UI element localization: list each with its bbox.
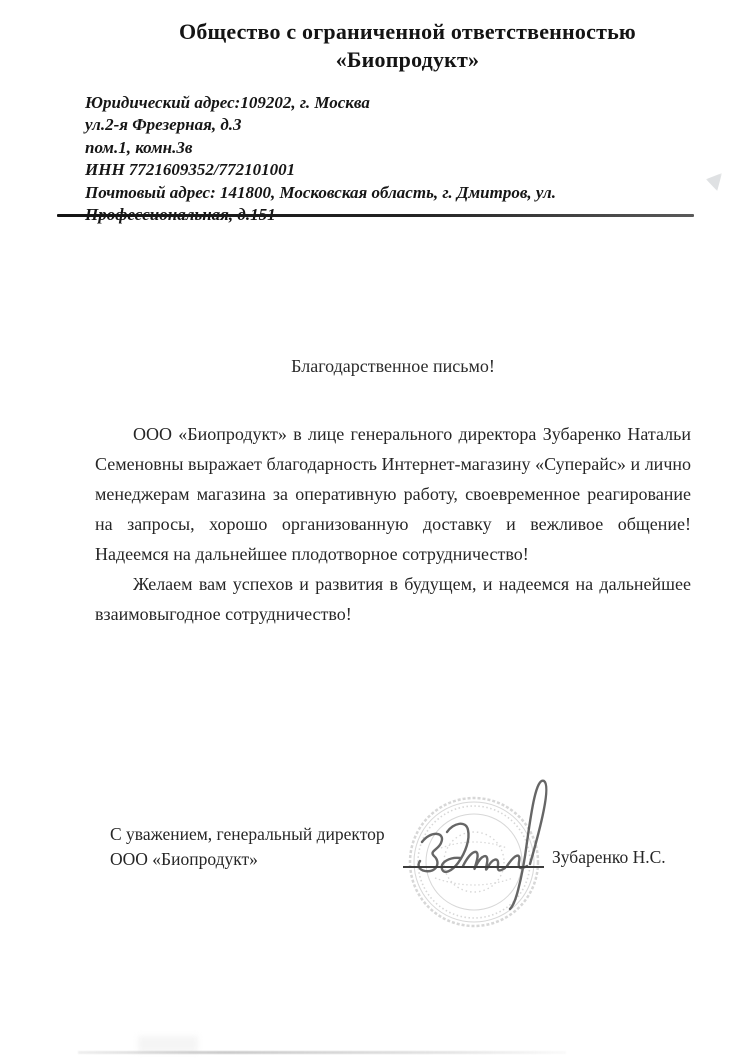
street-address-line: ул.2-я Фрезерная, д.3 [85, 115, 242, 135]
paragraph-line: Желаем вам успехов и развития в будущем, и надеемся на дальнейшее [133, 574, 691, 594]
signoff-block [110, 822, 430, 872]
premises-line: пом.1, комн.3в [85, 137, 193, 157]
letter-body [95, 419, 691, 629]
paragraph-line: взаимовыгодное сотрудничество! [95, 604, 352, 624]
signer-name: Зубаренко Н.С. [552, 847, 666, 867]
inn-line: ИНН 7721609352/772101001 [85, 160, 296, 180]
paragraph-line: Семеновны выражает благодарность Интернет-магазину «Суперайс» и лично [95, 454, 691, 474]
signoff-line2: ООО «Биопродукт» [110, 849, 258, 869]
scan-artifact-bottom-patch [138, 1036, 198, 1052]
signoff-line1: С уважением, генеральный директор [110, 824, 385, 844]
scan-artifact-bottom-smear [78, 1051, 566, 1054]
org-name-line1: Общество с ограниченной ответственностью [179, 19, 636, 44]
paragraph-line: ООО «Биопродукт» в лице генерального директора Зубаренко Натальи [133, 424, 691, 444]
org-name-line2: «Биопродукт» [335, 47, 480, 72]
letterhead-org-name [85, 18, 730, 74]
scan-artifact-right-smudge [706, 173, 722, 191]
letterhead-divider-rule [57, 214, 694, 217]
letter-title: Благодарственное письмо! [291, 356, 495, 376]
paragraph-line: на запросы, хорошо организованную доставку и вежливое общение! [95, 514, 691, 534]
legal-address-line: Юридический адрес:109202, г. Москва [85, 93, 370, 112]
postal-address-line1: Почтовый адрес: 141800, Московская область, г. Дмитров, ул. [85, 182, 556, 202]
paragraph-line: Надеемся на дальнейшее плодотворное сотрудничество! [95, 544, 529, 564]
paragraph-line: менеджерам магазина за оперативную работу, своевременное реагирование [95, 484, 691, 504]
company-details-block [85, 92, 705, 226]
